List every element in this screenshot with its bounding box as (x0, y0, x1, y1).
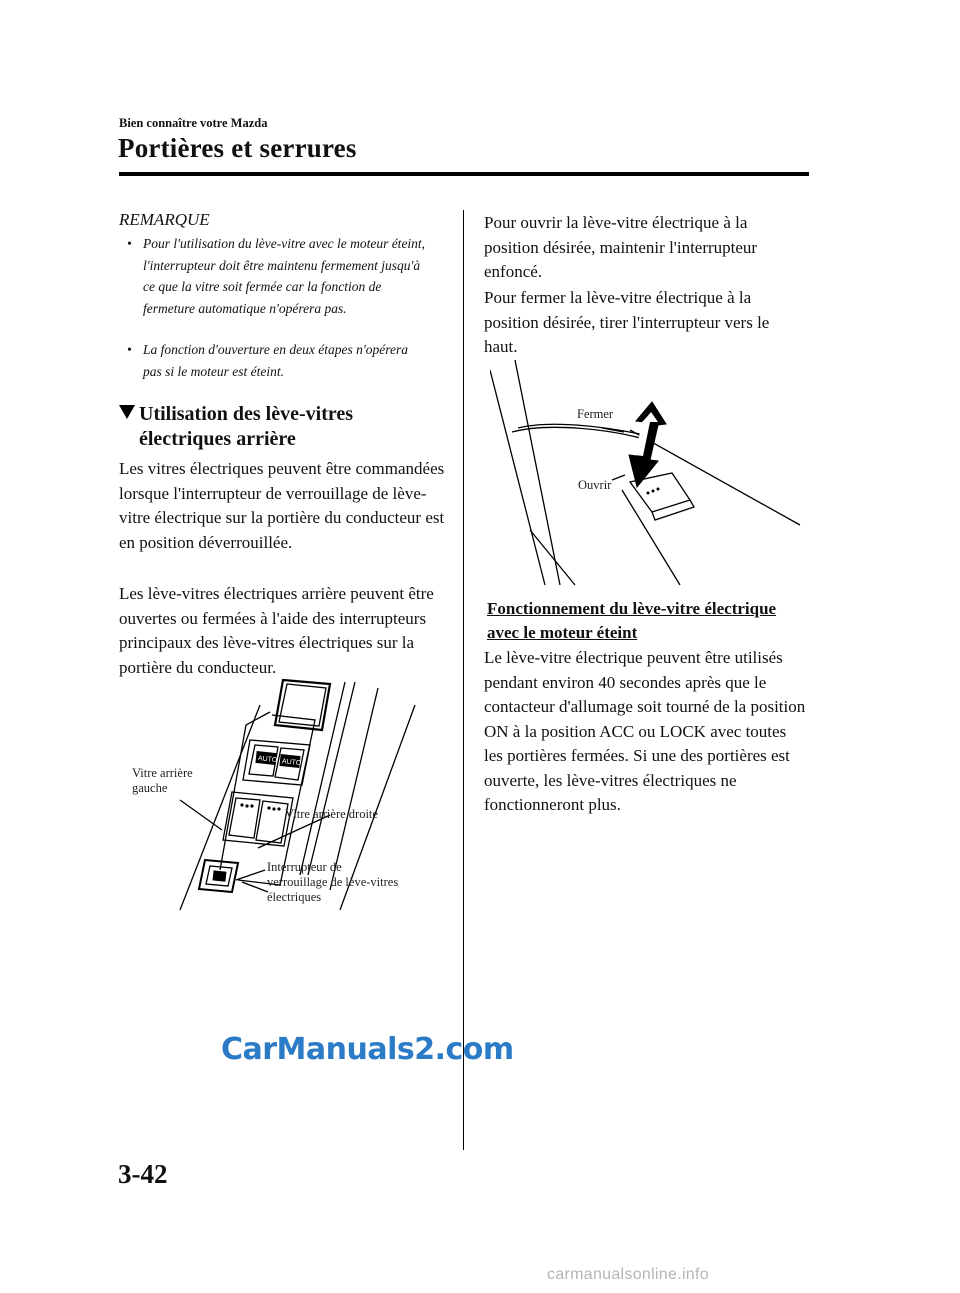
right-paragraph-3: Le lève-vitre électrique peuvent être utilisés pendant environ 40 secondes après que le contacteur d'allumage soit tourné de la position ON à la position ACC ou LOCK avec toutes les portières fermées. Si une des portières est ouverte, les lève-vitres électriques ne fonctionneront plus. (484, 648, 806, 814)
subheading: Fonctionnement du lève-vitre électrique avec le moteur éteint (487, 599, 777, 642)
label-left-rear-window: Vitre arrière gauche (132, 766, 193, 795)
paragraph-2: Les lève-vitres électriques arrière peuvent être ouvertes ou fermées à l'aide des interrupteurs principaux des lève-vitres électriques sur la portière du conducteur. (119, 584, 434, 677)
note-item-text: Pour l'utilisation du lève-vitre avec le moteur éteint, l'interrupteur doit être maintenu fermement jusqu'à ce que la vitre soit fermée car la fonction de fermeture automatique n'opérera pas. (143, 236, 426, 316)
section-heading (119, 402, 353, 452)
note-item (127, 339, 427, 382)
note-item (127, 233, 427, 319)
label-right-rear-window: Vitre arrière droite (285, 807, 378, 821)
bullet-icon: • (127, 236, 132, 251)
paragraph-1: Les vitres électriques peuvent être commandées lorsque l'interrupteur de verrouillage de lève-vitre électrique sur la portière du conducteur est en position déverrouillée. (119, 459, 445, 552)
auto-label: AUTO (281, 758, 302, 768)
bullet-icon: • (127, 342, 132, 357)
up-down-arrow-icon (629, 402, 666, 487)
note-title: REMARQUE (119, 210, 210, 229)
right-paragraph-1: Pour ouvrir la lève-vitre électrique à la position désirée, maintenir l'interrupteur enfoncé. (484, 213, 758, 281)
auto-label: AUTO (257, 755, 278, 765)
footer-site-watermark: carmanualsonline.info (547, 1266, 709, 1283)
switch-arrow-illustration (490, 360, 810, 590)
page-number: 3-42 (118, 1159, 168, 1189)
section-label: Bien connaître votre Mazda (119, 116, 268, 130)
heading-line1: Utilisation des lève-vitres (139, 403, 354, 425)
page-title: Portières et serrures (118, 133, 357, 163)
label-close: Fermer (577, 407, 614, 421)
column-divider (463, 210, 464, 1150)
label-open: Ouvrir (578, 478, 612, 492)
title-rule (119, 172, 809, 176)
right-paragraph-2: Pour fermer la lève-vitre électrique à la position désirée, tirer l'interrupteur vers le haut. (484, 288, 770, 356)
heading-line2: électriques arrière (139, 428, 296, 450)
watermark: CarManuals2.com (221, 1032, 514, 1067)
triangle-marker-icon (119, 405, 135, 419)
note-item-text: La fonction d'ouverture en deux étapes n'opérera pas si le moteur est éteint. (143, 342, 408, 379)
label-lock-switch: Interrupteur de verrouillage de lève-vitres électriques (267, 860, 399, 904)
